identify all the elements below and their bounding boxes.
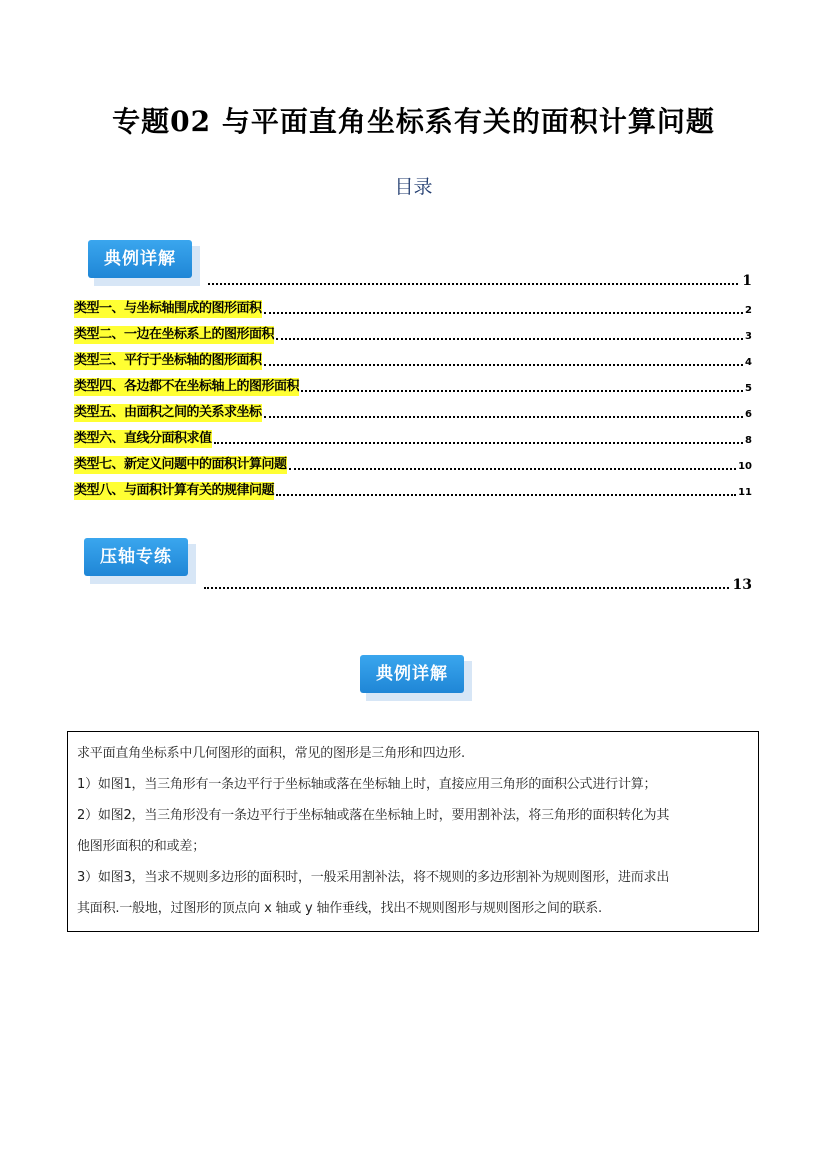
toc-section2-badge[interactable] (84, 538, 194, 582)
toc-item-page: 11 (738, 487, 752, 498)
toc-section2-page: 13 (732, 577, 752, 593)
toc-section1-badge-label: 典例详解 (88, 240, 192, 278)
toc-leader (204, 587, 729, 589)
toc-leader (264, 416, 744, 418)
section-header-badge-label: 典例详解 (360, 655, 464, 693)
toc-item-label: 类型三、平行于坐标轴的图形面积 (74, 353, 262, 368)
toc-leader (214, 442, 744, 444)
toc-item-label: 类型五、由面积之间的关系求坐标 (74, 405, 262, 420)
toc-item[interactable] (74, 324, 752, 344)
toc-item-label: 类型七、新定义问题中的面积计算问题 (74, 457, 287, 472)
toc-item-label: 类型六、直线分面积求值 (74, 431, 212, 446)
toc-item[interactable] (74, 376, 752, 396)
toc-item[interactable] (74, 402, 752, 422)
toc-leader (289, 468, 737, 470)
toc-item-label: 类型八、与面积计算有关的规律问题 (74, 483, 275, 498)
info-line: 2）如图2，当三角形没有一条边平行于坐标轴或落在坐标轴上时，要用割补法，将三角形的面积转化为其 (77, 808, 670, 823)
toc-item[interactable] (74, 480, 752, 500)
info-line: 求平面直角坐标系中几何图形的面积，常见的图形是三角形和四边形. (77, 746, 465, 761)
toc-leader (276, 494, 736, 496)
toc-item-page: 4 (745, 357, 752, 368)
toc-section2-badge-label: 压轴专练 (84, 538, 188, 576)
toc-leader (264, 312, 744, 314)
toc-leader (264, 364, 744, 366)
toc-item[interactable] (74, 298, 752, 318)
toc-leader (276, 338, 743, 340)
toc-section1-page: 1 (742, 273, 752, 289)
info-line: 其面积.一般地，过图形的顶点向 x 轴或 y 轴作垂线，找出不规则图形与规则图形之间的联系. (77, 901, 602, 916)
toc-item-page: 5 (745, 383, 752, 394)
info-line: 3）如图3，当求不规则多边形的面积时，一般采用割补法，将不规则的多边形割补为规则图形，进而求出 (77, 870, 670, 885)
info-box (67, 731, 759, 932)
toc-section1-entry[interactable] (208, 270, 752, 290)
toc-item-label: 类型四、各边都不在坐标轴上的图形面积 (74, 379, 300, 394)
page-title: 专题02 与平面直角坐标系有关的面积计算问题 (112, 105, 715, 138)
toc-item-page: 2 (745, 305, 752, 316)
toc-item-label: 类型一、与坐标轴围成的图形面积 (74, 301, 262, 316)
toc-section1-badge[interactable] (88, 240, 198, 284)
toc-item-label: 类型二、一边在坐标系上的图形面积 (74, 327, 275, 342)
toc-section2-entry[interactable] (204, 574, 752, 594)
toc-item-page: 6 (745, 409, 752, 420)
info-line: 1）如图1，当三角形有一条边平行于坐标轴或落在坐标轴上时，直接应用三角形的面积公式进行计算； (77, 777, 657, 792)
toc-leader (208, 283, 738, 285)
toc-item-page: 3 (745, 331, 752, 342)
toc-item[interactable] (74, 350, 752, 370)
toc-leader (301, 390, 743, 392)
toc-item-page: 10 (738, 461, 752, 472)
toc-item[interactable] (74, 428, 752, 448)
toc-item[interactable] (74, 454, 752, 474)
section-header-badge (360, 655, 470, 699)
info-line: 他图形面积的和或差； (77, 839, 206, 854)
toc-heading: 目录 (394, 176, 433, 198)
toc-item-page: 8 (745, 435, 752, 446)
